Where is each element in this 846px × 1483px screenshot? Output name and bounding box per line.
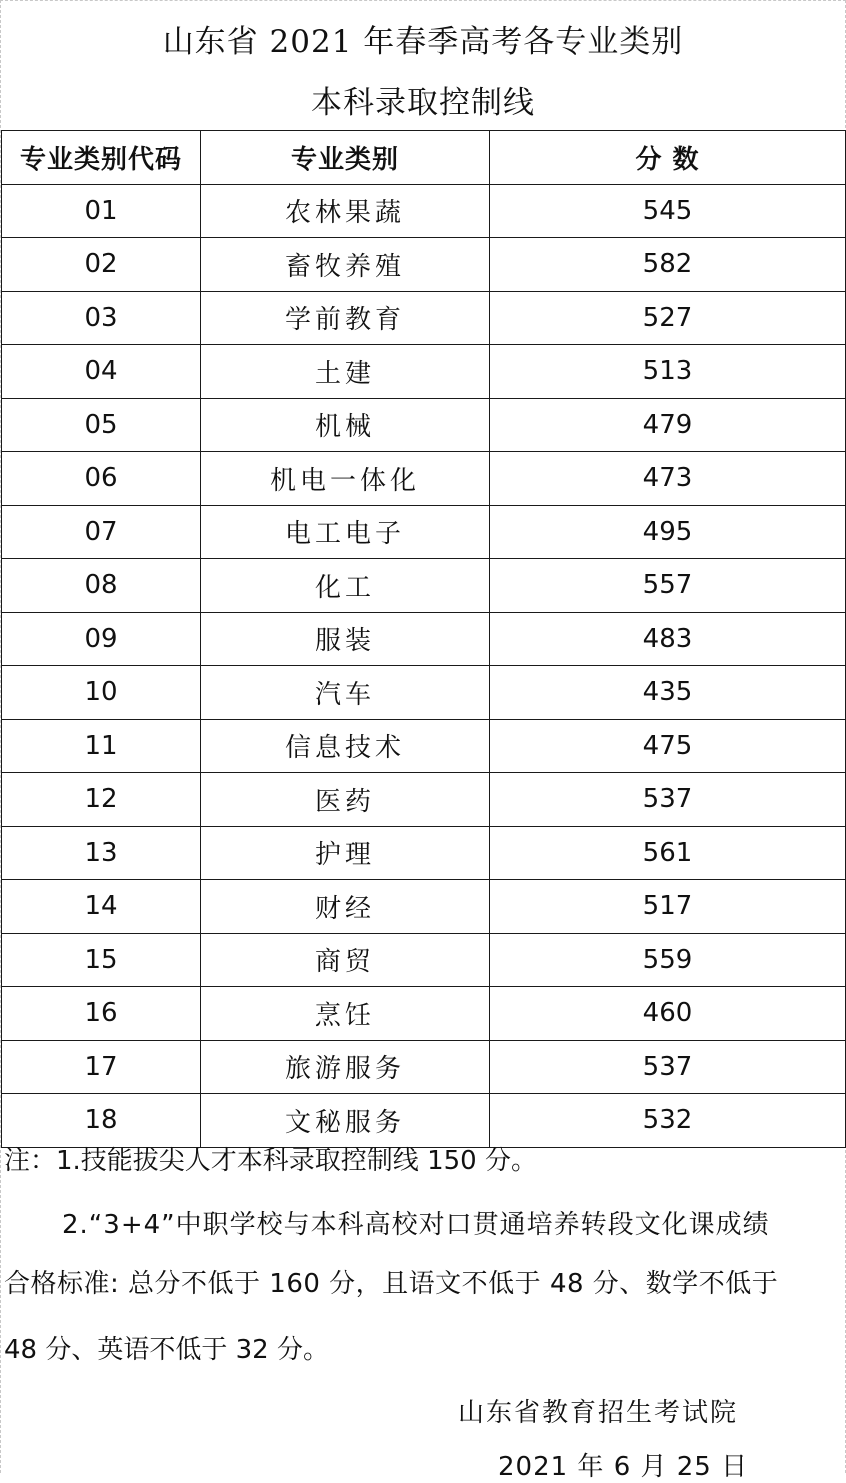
cell-code: 14 — [2, 880, 201, 934]
cell-name: 旅游服务 — [201, 1040, 490, 1094]
cell-code: 01 — [2, 184, 201, 238]
table-row — [2, 505, 846, 559]
cell-score: 582 — [490, 238, 846, 292]
cell-name: 土建 — [201, 345, 490, 399]
header-score: 分 数 — [490, 131, 846, 185]
table-row — [2, 719, 846, 773]
cell-code: 02 — [2, 238, 201, 292]
cell-score: 537 — [490, 1040, 846, 1094]
table-row — [2, 987, 846, 1041]
table-row — [2, 880, 846, 934]
cell-name: 学前教育 — [201, 291, 490, 345]
document-title-line-2: 本科录取控制线 — [311, 85, 535, 121]
cell-name: 服装 — [201, 612, 490, 666]
cell-score: 559 — [490, 933, 846, 987]
cell-score: 561 — [490, 826, 846, 880]
cell-name: 汽车 — [201, 666, 490, 720]
note-2-line-3: 48 分、英语不低于 32 分。 — [4, 1335, 329, 1365]
cell-code: 08 — [2, 559, 201, 613]
table-row — [2, 933, 846, 987]
cell-code: 11 — [2, 719, 201, 773]
cell-score: 532 — [490, 1094, 846, 1148]
header-name: 专业类别 — [201, 131, 490, 185]
document-title-line-1: 山东省 2021 年春季高考各专业类别 — [162, 24, 684, 60]
cell-name: 财经 — [201, 880, 490, 934]
table-header-row — [2, 131, 846, 185]
table-row — [2, 559, 846, 613]
cell-score: 460 — [490, 987, 846, 1041]
cell-code: 17 — [2, 1040, 201, 1094]
cell-name: 化工 — [201, 559, 490, 613]
cell-code: 05 — [2, 398, 201, 452]
cell-name: 电工电子 — [201, 505, 490, 559]
cell-code: 18 — [2, 1094, 201, 1148]
cell-code: 09 — [2, 612, 201, 666]
table-row — [2, 345, 846, 399]
cell-code: 12 — [2, 773, 201, 827]
cell-score: 475 — [490, 719, 846, 773]
note-2-line-2: 合格标准: 总分不低于 160 分，且语文不低于 48 分、数学不低于 — [4, 1269, 779, 1299]
table-row — [2, 773, 846, 827]
cell-name: 商贸 — [201, 933, 490, 987]
cell-name: 烹饪 — [201, 987, 490, 1041]
cell-name: 机电一体化 — [201, 452, 490, 506]
cell-code: 15 — [2, 933, 201, 987]
table-row — [2, 238, 846, 292]
cell-code: 07 — [2, 505, 201, 559]
cell-score: 479 — [490, 398, 846, 452]
cell-score: 513 — [490, 345, 846, 399]
cell-code: 04 — [2, 345, 201, 399]
score-table — [1, 130, 846, 1148]
cell-score: 495 — [490, 505, 846, 559]
note-2-line-1: 2.“3+4”中职学校与本科高校对口贯通培养转段文化课成绩 — [62, 1210, 770, 1240]
cell-score: 537 — [490, 773, 846, 827]
note-1: 注：1.技能拔尖人才本科录取控制线 150 分。 — [4, 1146, 537, 1176]
table-row — [2, 1040, 846, 1094]
cell-code: 13 — [2, 826, 201, 880]
table-body — [2, 184, 846, 1147]
table-row — [2, 612, 846, 666]
cell-score: 545 — [490, 184, 846, 238]
cell-score: 473 — [490, 452, 846, 506]
table-row — [2, 184, 846, 238]
cell-score: 527 — [490, 291, 846, 345]
cell-name: 护理 — [201, 826, 490, 880]
cell-name: 畜牧养殖 — [201, 238, 490, 292]
table-row — [2, 666, 846, 720]
cell-name: 农林果蔬 — [201, 184, 490, 238]
cell-code: 10 — [2, 666, 201, 720]
table-row — [2, 452, 846, 506]
cell-score: 435 — [490, 666, 846, 720]
issue-date: 2021 年 6 月 25 日 — [498, 1452, 749, 1482]
cell-name: 信息技术 — [201, 719, 490, 773]
table-row — [2, 398, 846, 452]
issuer-name: 山东省教育招生考试院 — [458, 1398, 739, 1428]
cell-code: 03 — [2, 291, 201, 345]
cell-score: 517 — [490, 880, 846, 934]
table-row — [2, 291, 846, 345]
cell-name: 医药 — [201, 773, 490, 827]
cell-code: 06 — [2, 452, 201, 506]
cell-score: 483 — [490, 612, 846, 666]
cell-name: 文秘服务 — [201, 1094, 490, 1148]
table-row — [2, 826, 846, 880]
cell-code: 16 — [2, 987, 201, 1041]
cell-name: 机械 — [201, 398, 490, 452]
cell-score: 557 — [490, 559, 846, 613]
header-code: 专业类别代码 — [2, 131, 201, 185]
table-row — [2, 1094, 846, 1148]
